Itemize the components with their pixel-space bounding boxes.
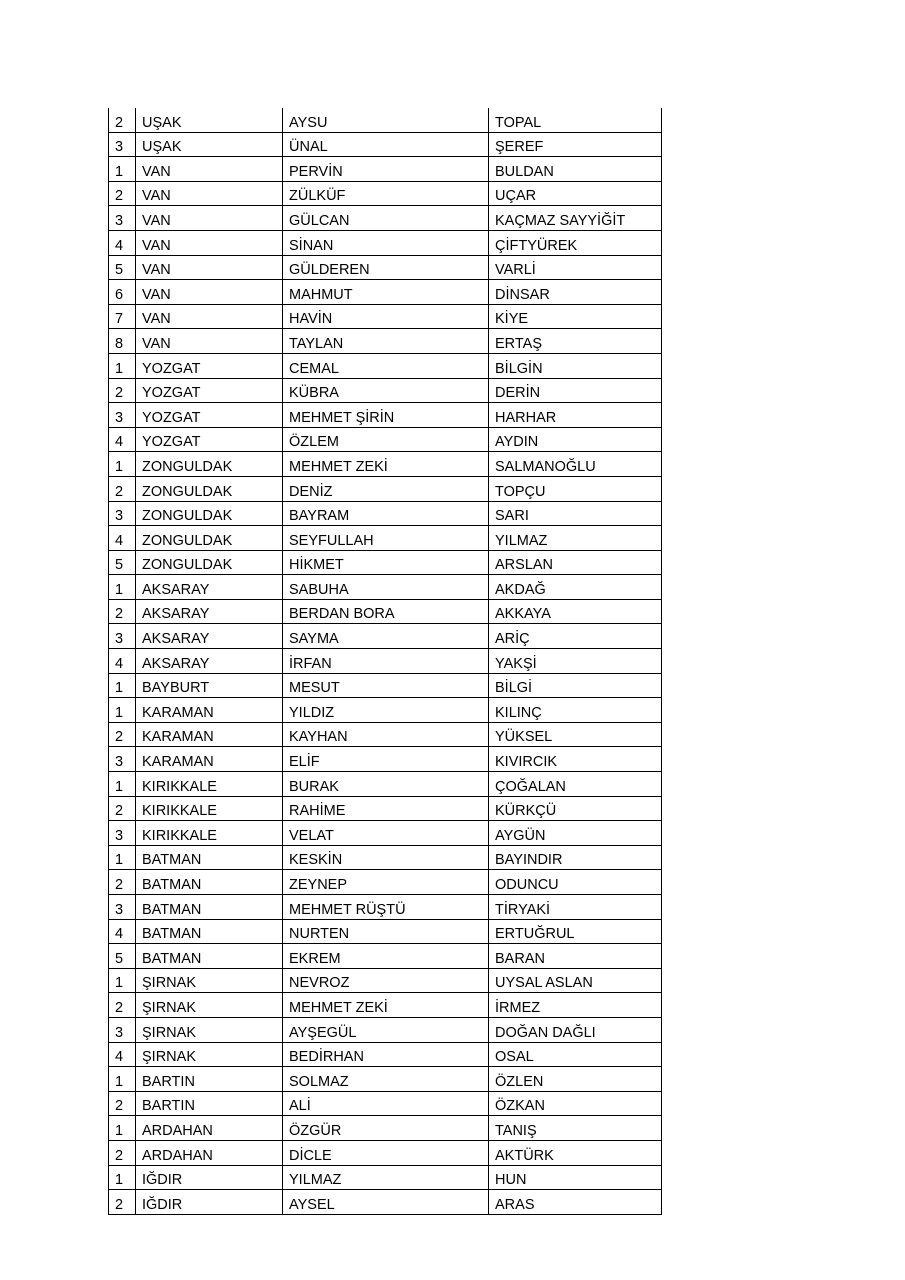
last-name-cell: OSAL — [489, 1042, 662, 1067]
table-row — [109, 624, 662, 649]
first-name-cell: AYŞEGÜL — [283, 1017, 489, 1042]
table-row — [109, 1140, 662, 1165]
last-name-cell: ARİÇ — [489, 624, 662, 649]
last-name-cell: KIVIRCIK — [489, 747, 662, 772]
first-name-cell: ZEYNEP — [283, 870, 489, 895]
province-cell: KIRIKKALE — [136, 796, 283, 821]
last-name-cell: HARHAR — [489, 403, 662, 428]
first-name-cell: SAYMA — [283, 624, 489, 649]
last-name-cell: AKTÜRK — [489, 1140, 662, 1165]
province-cell: KARAMAN — [136, 722, 283, 747]
row-number-cell: 2 — [109, 796, 136, 821]
table-row — [109, 230, 662, 255]
last-name-cell: HUN — [489, 1165, 662, 1190]
last-name-cell: UÇAR — [489, 181, 662, 206]
row-number-cell: 1 — [109, 1067, 136, 1092]
table-row — [109, 575, 662, 600]
row-number-cell: 3 — [109, 132, 136, 157]
table-row — [109, 968, 662, 993]
row-number-cell: 2 — [109, 1091, 136, 1116]
table-row — [109, 673, 662, 698]
first-name-cell: HİKMET — [283, 550, 489, 575]
last-name-cell: AYGÜN — [489, 821, 662, 846]
last-name-cell: ARSLAN — [489, 550, 662, 575]
province-cell: VAN — [136, 157, 283, 182]
last-name-cell: ARAS — [489, 1190, 662, 1215]
table-row — [109, 821, 662, 846]
last-name-cell: KÜRKÇÜ — [489, 796, 662, 821]
row-number-cell: 1 — [109, 772, 136, 797]
province-cell: VAN — [136, 304, 283, 329]
row-number-cell: 1 — [109, 698, 136, 723]
province-cell: ARDAHAN — [136, 1116, 283, 1141]
last-name-cell: İRMEZ — [489, 993, 662, 1018]
first-name-cell: KAYHAN — [283, 722, 489, 747]
row-number-cell: 3 — [109, 403, 136, 428]
row-number-cell: 1 — [109, 353, 136, 378]
first-name-cell: BURAK — [283, 772, 489, 797]
province-cell: ZONGULDAK — [136, 550, 283, 575]
last-name-cell: BİLGİN — [489, 353, 662, 378]
province-cell: BATMAN — [136, 870, 283, 895]
first-name-cell: BERDAN BORA — [283, 599, 489, 624]
table-row — [109, 501, 662, 526]
first-name-cell: EKREM — [283, 944, 489, 969]
last-name-cell: SARI — [489, 501, 662, 526]
province-cell: BATMAN — [136, 845, 283, 870]
first-name-cell: MESUT — [283, 673, 489, 698]
province-cell: ŞIRNAK — [136, 1042, 283, 1067]
first-name-cell: DİCLE — [283, 1140, 489, 1165]
province-cell: IĞDIR — [136, 1165, 283, 1190]
row-number-cell: 7 — [109, 304, 136, 329]
table-row — [109, 870, 662, 895]
province-cell: KARAMAN — [136, 698, 283, 723]
first-name-cell: CEMAL — [283, 353, 489, 378]
row-number-cell: 3 — [109, 206, 136, 231]
first-name-cell: BAYRAM — [283, 501, 489, 526]
table-row — [109, 353, 662, 378]
row-number-cell: 4 — [109, 526, 136, 551]
row-number-cell: 3 — [109, 1017, 136, 1042]
last-name-cell: TOPAL — [489, 108, 662, 132]
row-number-cell: 5 — [109, 550, 136, 575]
first-name-cell: SEYFULLAH — [283, 526, 489, 551]
first-name-cell: SABUHA — [283, 575, 489, 600]
first-name-cell: GÜLDEREN — [283, 255, 489, 280]
province-cell: AKSARAY — [136, 575, 283, 600]
first-name-cell: GÜLCAN — [283, 206, 489, 231]
province-cell: VAN — [136, 206, 283, 231]
last-name-cell: TOPÇU — [489, 476, 662, 501]
last-name-cell: SALMANOĞLU — [489, 452, 662, 477]
table-row — [109, 329, 662, 354]
table-row — [109, 108, 662, 132]
table-row — [109, 1091, 662, 1116]
row-number-cell: 1 — [109, 1165, 136, 1190]
table-row — [109, 427, 662, 452]
province-cell: YOZGAT — [136, 403, 283, 428]
province-cell: KARAMAN — [136, 747, 283, 772]
table-row — [109, 255, 662, 280]
table-row — [109, 944, 662, 969]
row-number-cell: 1 — [109, 157, 136, 182]
table-row — [109, 722, 662, 747]
row-number-cell: 3 — [109, 747, 136, 772]
row-number-cell: 2 — [109, 1140, 136, 1165]
last-name-cell: DİNSAR — [489, 280, 662, 305]
province-cell: ZONGULDAK — [136, 476, 283, 501]
last-name-cell: ÖZKAN — [489, 1091, 662, 1116]
province-cell: ZONGULDAK — [136, 452, 283, 477]
table-row — [109, 452, 662, 477]
first-name-cell: ELİF — [283, 747, 489, 772]
last-name-cell: AYDIN — [489, 427, 662, 452]
first-name-cell: SİNAN — [283, 230, 489, 255]
last-name-cell: BİLGİ — [489, 673, 662, 698]
first-name-cell: TAYLAN — [283, 329, 489, 354]
row-number-cell: 2 — [109, 1190, 136, 1215]
first-name-cell: ÖZGÜR — [283, 1116, 489, 1141]
last-name-cell: VARLİ — [489, 255, 662, 280]
last-name-cell: KILINÇ — [489, 698, 662, 723]
first-name-cell: MEHMET ZEKİ — [283, 993, 489, 1018]
last-name-cell: ODUNCU — [489, 870, 662, 895]
row-number-cell: 1 — [109, 845, 136, 870]
last-name-cell: DOĞAN DAĞLI — [489, 1017, 662, 1042]
table-row — [109, 1067, 662, 1092]
last-name-cell: ERTUĞRUL — [489, 919, 662, 944]
last-name-cell: YILMAZ — [489, 526, 662, 551]
row-number-cell: 1 — [109, 575, 136, 600]
province-cell: VAN — [136, 230, 283, 255]
first-name-cell: NEVROZ — [283, 968, 489, 993]
table-row — [109, 157, 662, 182]
last-name-cell: AKKAYA — [489, 599, 662, 624]
last-name-cell: BULDAN — [489, 157, 662, 182]
province-cell: AKSARAY — [136, 649, 283, 674]
last-name-cell: BAYINDIR — [489, 845, 662, 870]
row-number-cell: 2 — [109, 378, 136, 403]
row-number-cell: 1 — [109, 452, 136, 477]
row-number-cell: 4 — [109, 230, 136, 255]
table-row — [109, 845, 662, 870]
province-cell: ŞIRNAK — [136, 968, 283, 993]
row-number-cell: 3 — [109, 895, 136, 920]
last-name-cell: ÇİFTYÜREK — [489, 230, 662, 255]
last-name-cell: AKDAĞ — [489, 575, 662, 600]
province-cell: ARDAHAN — [136, 1140, 283, 1165]
table-row — [109, 378, 662, 403]
province-cell: UŞAK — [136, 108, 283, 132]
row-number-cell: 1 — [109, 673, 136, 698]
row-number-cell: 4 — [109, 1042, 136, 1067]
province-cell: BATMAN — [136, 944, 283, 969]
province-cell: BAYBURT — [136, 673, 283, 698]
first-name-cell: İRFAN — [283, 649, 489, 674]
table-row — [109, 280, 662, 305]
province-cell: VAN — [136, 255, 283, 280]
table-row — [109, 1165, 662, 1190]
row-number-cell: 3 — [109, 624, 136, 649]
last-name-cell: ÇOĞALAN — [489, 772, 662, 797]
table-row — [109, 1017, 662, 1042]
province-cell: BATMAN — [136, 895, 283, 920]
row-number-cell: 3 — [109, 501, 136, 526]
first-name-cell: RAHİME — [283, 796, 489, 821]
province-cell: BARTIN — [136, 1091, 283, 1116]
first-name-cell: KÜBRA — [283, 378, 489, 403]
table-row — [109, 181, 662, 206]
first-name-cell: SOLMAZ — [283, 1067, 489, 1092]
province-cell: VAN — [136, 280, 283, 305]
table-row — [109, 895, 662, 920]
last-name-cell: KİYE — [489, 304, 662, 329]
row-number-cell: 2 — [109, 599, 136, 624]
row-number-cell: 2 — [109, 722, 136, 747]
row-number-cell: 4 — [109, 919, 136, 944]
first-name-cell: YILDIZ — [283, 698, 489, 723]
first-name-cell: MAHMUT — [283, 280, 489, 305]
row-number-cell: 1 — [109, 1116, 136, 1141]
candidate-table-body — [109, 108, 662, 1214]
row-number-cell: 8 — [109, 329, 136, 354]
province-cell: ZONGULDAK — [136, 501, 283, 526]
province-cell: UŞAK — [136, 132, 283, 157]
first-name-cell: YILMAZ — [283, 1165, 489, 1190]
last-name-cell: BARAN — [489, 944, 662, 969]
province-cell: YOZGAT — [136, 353, 283, 378]
table-row — [109, 747, 662, 772]
table-row — [109, 476, 662, 501]
last-name-cell: UYSAL ASLAN — [489, 968, 662, 993]
first-name-cell: MEHMET ŞİRİN — [283, 403, 489, 428]
last-name-cell: ŞEREF — [489, 132, 662, 157]
table-row — [109, 403, 662, 428]
province-cell: VAN — [136, 329, 283, 354]
table-row — [109, 304, 662, 329]
table-row — [109, 526, 662, 551]
last-name-cell: TİRYAKİ — [489, 895, 662, 920]
row-number-cell: 2 — [109, 870, 136, 895]
first-name-cell: MEHMET RÜŞTÜ — [283, 895, 489, 920]
row-number-cell: 1 — [109, 968, 136, 993]
row-number-cell: 3 — [109, 821, 136, 846]
table-row — [109, 550, 662, 575]
table-row — [109, 599, 662, 624]
table-row — [109, 796, 662, 821]
row-number-cell: 2 — [109, 476, 136, 501]
first-name-cell: KESKİN — [283, 845, 489, 870]
row-number-cell: 5 — [109, 944, 136, 969]
province-cell: BATMAN — [136, 919, 283, 944]
province-cell: IĞDIR — [136, 1190, 283, 1215]
province-cell: YOZGAT — [136, 427, 283, 452]
first-name-cell: ZÜLKÜF — [283, 181, 489, 206]
first-name-cell: AYSEL — [283, 1190, 489, 1215]
province-cell: BARTIN — [136, 1067, 283, 1092]
row-number-cell: 2 — [109, 993, 136, 1018]
table-row — [109, 698, 662, 723]
candidate-table — [108, 108, 662, 1215]
table-row — [109, 993, 662, 1018]
table-row — [109, 1190, 662, 1215]
first-name-cell: AYSU — [283, 108, 489, 132]
province-cell: KIRIKKALE — [136, 821, 283, 846]
table-row — [109, 649, 662, 674]
last-name-cell: KAÇMAZ SAYYİĞİT — [489, 206, 662, 231]
first-name-cell: NURTEN — [283, 919, 489, 944]
first-name-cell: PERVİN — [283, 157, 489, 182]
first-name-cell: ÜNAL — [283, 132, 489, 157]
last-name-cell: ÖZLEN — [489, 1067, 662, 1092]
table-row — [109, 1042, 662, 1067]
first-name-cell: VELAT — [283, 821, 489, 846]
table-row — [109, 206, 662, 231]
last-name-cell: YÜKSEL — [489, 722, 662, 747]
row-number-cell: 2 — [109, 108, 136, 132]
table-row — [109, 1116, 662, 1141]
row-number-cell: 4 — [109, 427, 136, 452]
row-number-cell: 5 — [109, 255, 136, 280]
table-row — [109, 919, 662, 944]
province-cell: ZONGULDAK — [136, 526, 283, 551]
table-row — [109, 772, 662, 797]
first-name-cell: MEHMET ZEKİ — [283, 452, 489, 477]
first-name-cell: HAVİN — [283, 304, 489, 329]
row-number-cell: 6 — [109, 280, 136, 305]
last-name-cell: TANIŞ — [489, 1116, 662, 1141]
province-cell: YOZGAT — [136, 378, 283, 403]
province-cell: ŞIRNAK — [136, 1017, 283, 1042]
row-number-cell: 2 — [109, 181, 136, 206]
province-cell: KIRIKKALE — [136, 772, 283, 797]
first-name-cell: BEDİRHAN — [283, 1042, 489, 1067]
province-cell: ŞIRNAK — [136, 993, 283, 1018]
first-name-cell: ALİ — [283, 1091, 489, 1116]
last-name-cell: DERİN — [489, 378, 662, 403]
first-name-cell: ÖZLEM — [283, 427, 489, 452]
table-row — [109, 132, 662, 157]
province-cell: AKSARAY — [136, 599, 283, 624]
row-number-cell: 4 — [109, 649, 136, 674]
first-name-cell: DENİZ — [283, 476, 489, 501]
province-cell: VAN — [136, 181, 283, 206]
last-name-cell: ERTAŞ — [489, 329, 662, 354]
province-cell: AKSARAY — [136, 624, 283, 649]
last-name-cell: YAKŞİ — [489, 649, 662, 674]
